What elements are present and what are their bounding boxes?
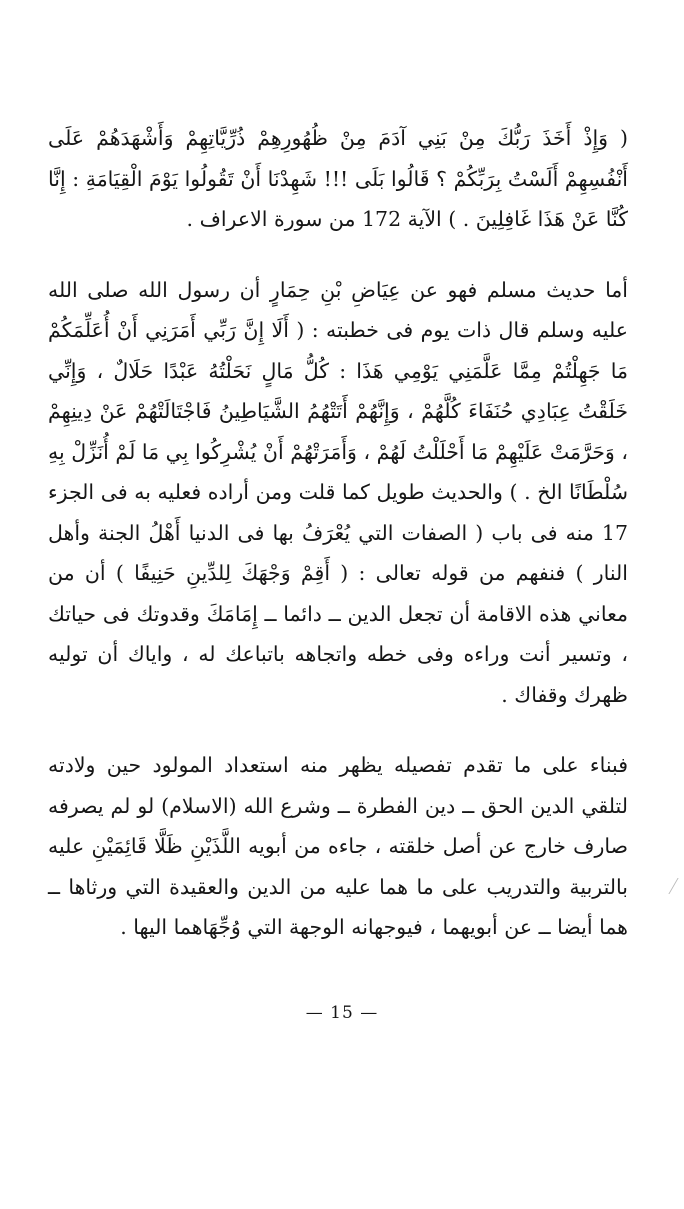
page-body — [48, 118, 628, 1209]
conclusion-paragraph: فبناء على ما تقدم تفصيله يظهر منه استعداد المولود حين ولادته لتلقي الدين الحق ــ دين الفطرة ــ وشرع الله (الاسلام) لو لم يصرفه صارف خارج عن أصل خلقته ، جاءه من أبويه اللَّذَيْنِ ظَلَّا قَائِمَيْنِ عليه بالتربية والتدريب على ما هما عليه من الدين والعقيدة التي ورثاها ــ هما أيضا ــ عن أبويهما ، فيوجهانه الوجهة التي وُجِّهَاهما اليها . — [48, 753, 628, 939]
page-number: — 15 — — [305, 1003, 379, 1023]
quran-verse-paragraph: ( وَإِذْ أَخَذَ رَبُّكَ مِنْ بَنِي آدَمَ مِنْ ظُهُورِهِمْ ذُرِّيَّاتِهِمْ وَأَشْهَدَهُمْ عَلَى أَنْفُسِهِمْ أَلَسْتُ بِرَبِّكُمْ ؟ قَالُوا بَلَى !!! شَهِدْنَا أَنْ تَقُولُوا يَوْمَ الْقِيَامَةِ : إِنَّا كُنَّا عَنْ هَذَا غَافِلِينَ . ) الآية 172 من سورة الاعراف . — [48, 126, 628, 231]
hadith-paragraph: أما حديث مسلم فهو عن عِيَاضِ بْنِ حِمَارٍ أن رسول الله صلى الله عليه وسلم قال ذات يوم فى خطبته : ( أَلَا إِنَّ رَبِّي أَمَرَنِي أَنْ أُعَلِّمَكُمْ مَا جَهِلْتُمْ مِمَّا عَلَّمَنِي يَوْمِي هَذَا : كُلُّ مَالٍ نَحَلْتُهُ عَبْدًا حَلَالٌ ، وَإِنِّي خَلَقْتُ عِبَادِي حُنَفَاءَ كُلَّهُمْ ، وَإِنَّهُمْ أَتَتْهُمُ الشَّيَاطِينُ فَاجْتَالَتْهُمْ عَنْ دِينِهِمْ ، وَحَرَّمَتْ عَلَيْهِمْ مَا أَحْلَلْتُ لَهُمْ ، وَأَمَرَتْهُمْ أَنْ يُشْرِكُوا بِي مَا لَمْ أُنَزِّلْ بِهِ سُلْطَانًا الخ . ) والحديث طويل كما قلت ومن أراده فعليه به فى الجزء 17 منه فى باب ( الصفات التي يُعْرَفُ بها فى الدنيا أَهْلُ الجنة وأهل النار ) فنفهم من قوله تعالى : ( أَقِمْ وَجْهَكَ لِلدِّينِ حَنِيفًا ) أن من معاني هذه الاقامة أن تجعل الدين ــ دائما ــ إِمَامَكَ وقدوتك فى حياتك ، وتسير أنت وراءه وفى خطه واتجاهه باتباعك له ، واياك أن توليه ظهرك وقفاك . — [48, 277, 628, 707]
page-edge-mark — [668, 878, 684, 894]
